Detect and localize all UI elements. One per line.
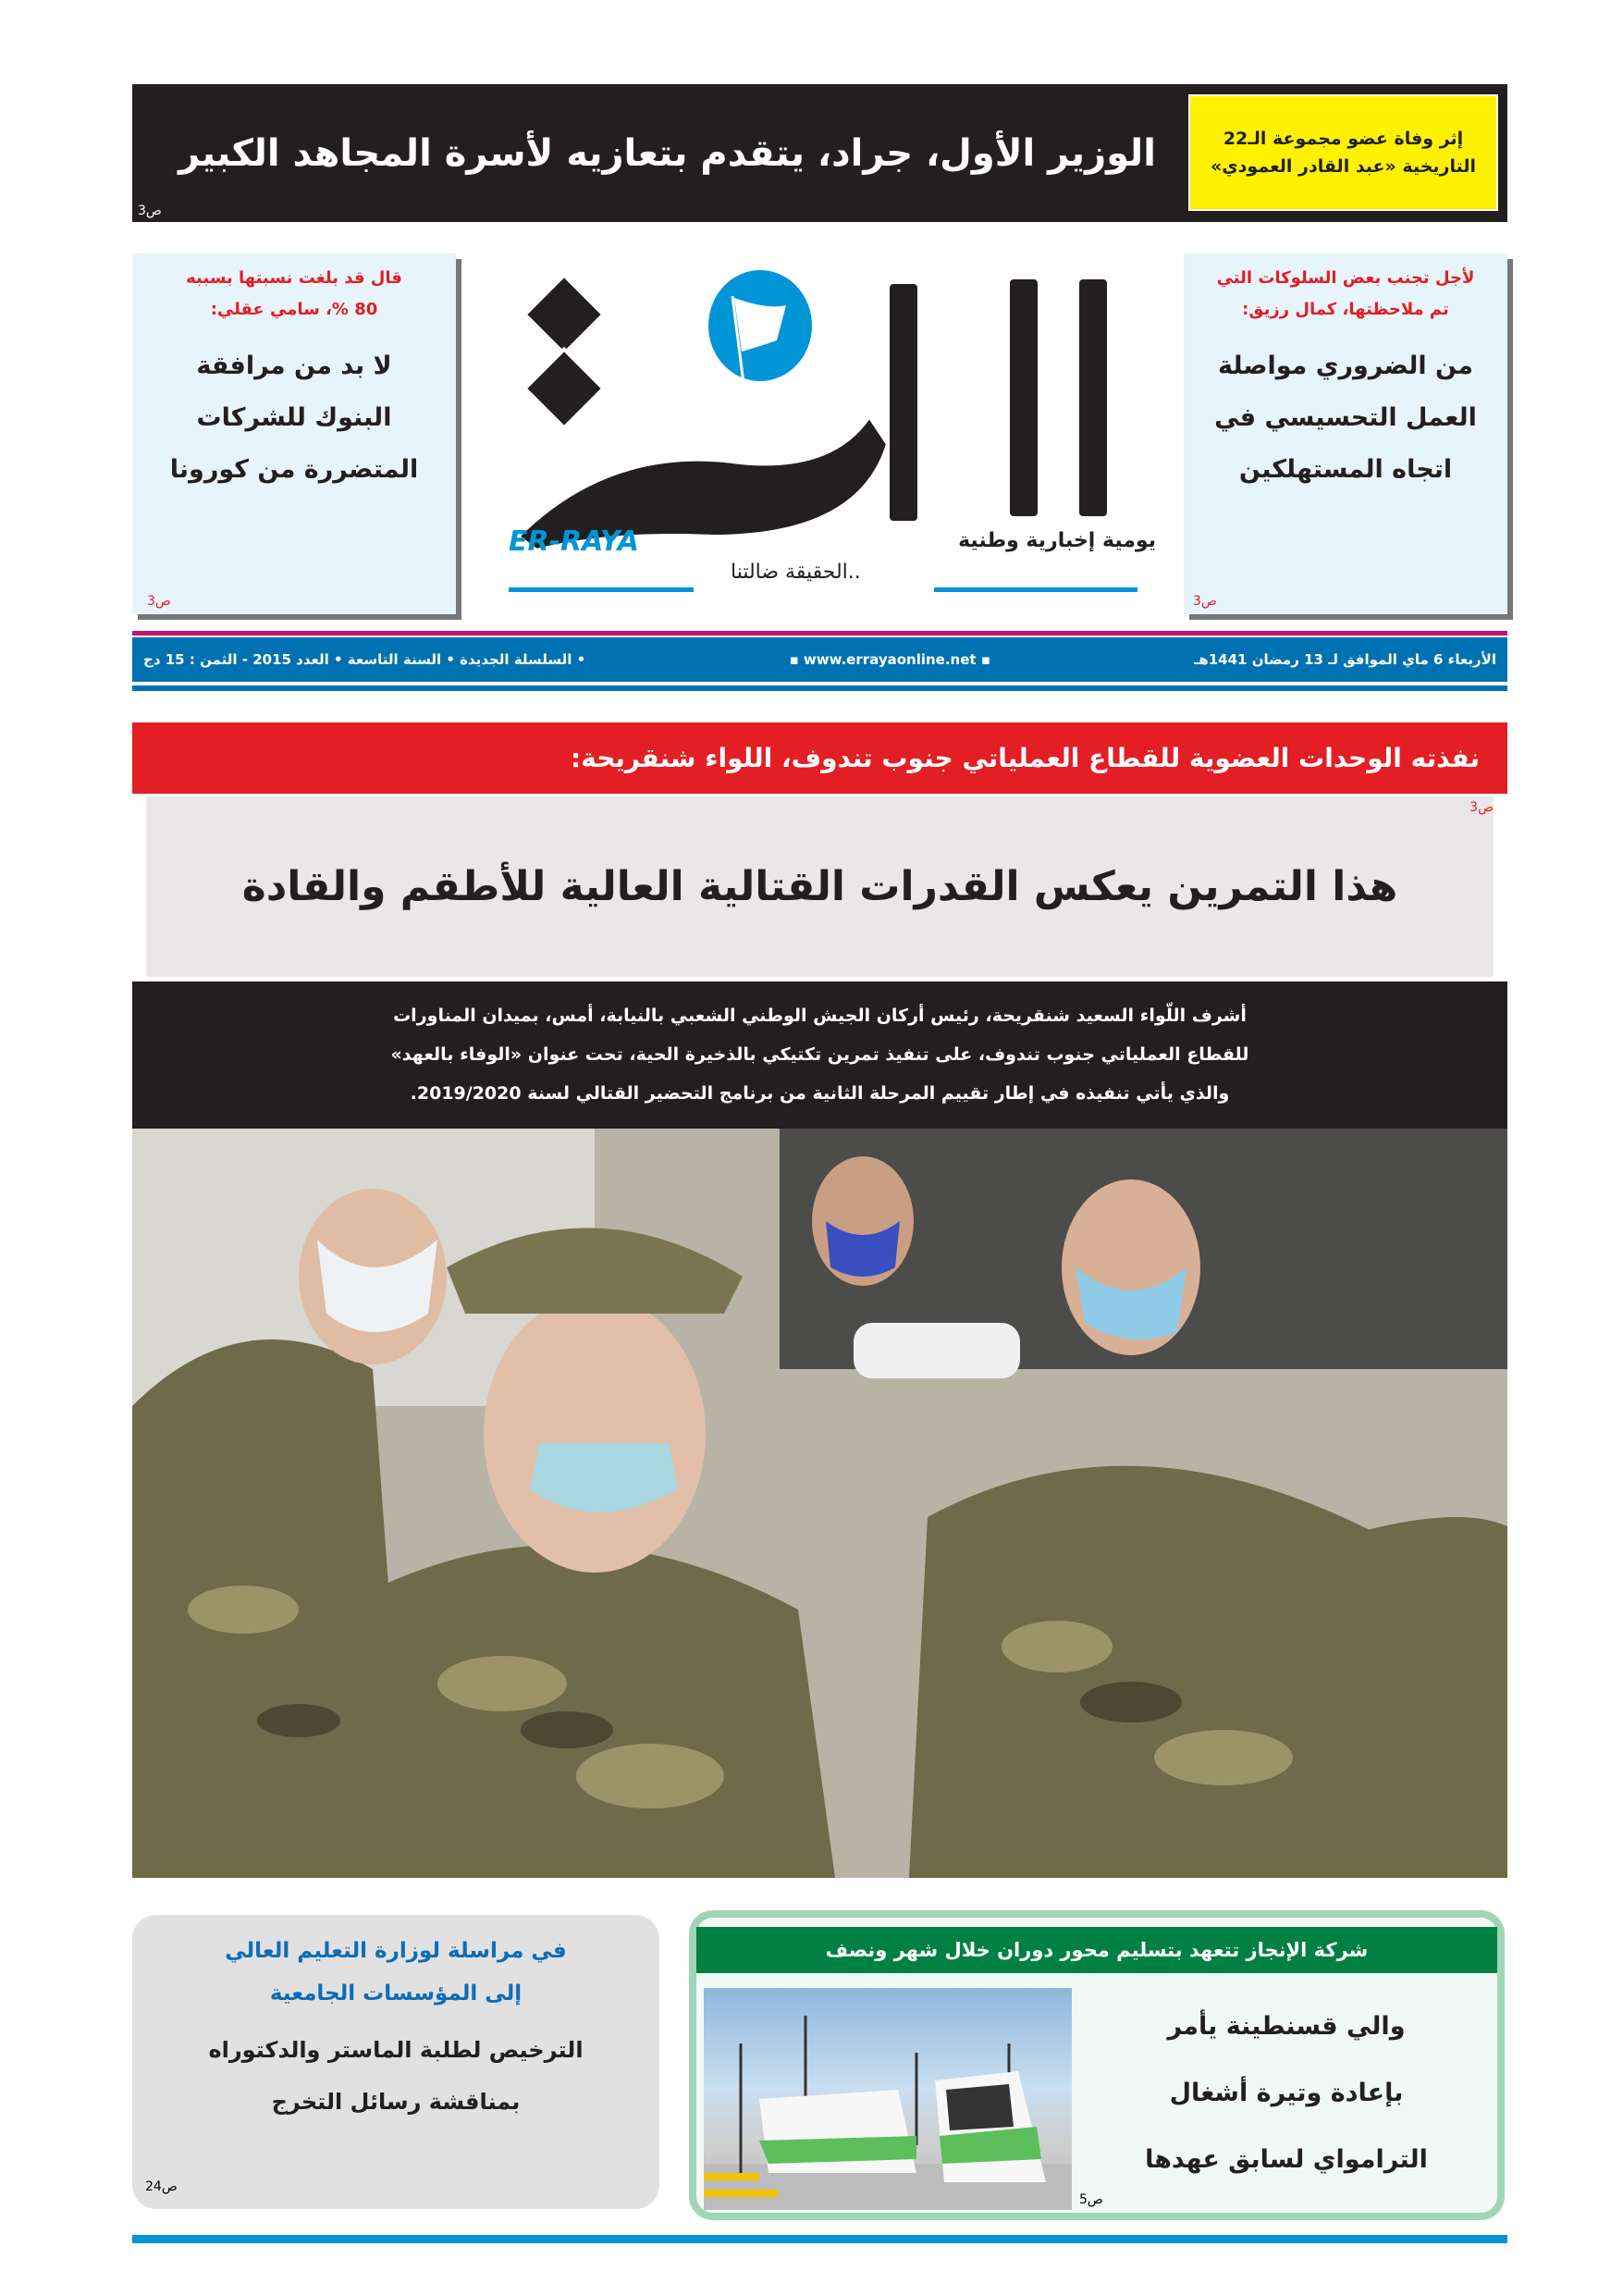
- kicker: إلى المؤسسات الجامعية: [269, 1981, 523, 2006]
- teaser-line: التاريخية «عبد القادر العمودي»: [1210, 156, 1476, 177]
- lead-headline-band: [146, 796, 1494, 977]
- headline: العمل التحسيسي في: [1214, 403, 1477, 432]
- kicker: لأجل تجنب بعض السلوكات التي: [1216, 268, 1475, 288]
- soldiers-photo: [132, 1129, 1507, 1878]
- divider: [132, 631, 1507, 636]
- summary-line: أشرف اللّواء السعيد شنقريحة، رئيس أركان الجيش الوطني الشعبي بالنيابة، أمس، بميدان المناورات: [393, 1006, 1247, 1026]
- date-bar: [132, 637, 1507, 682]
- kicker: في مراسلة لوزارة التعليم العالي: [225, 1939, 567, 1963]
- issue-date: الأربعاء 6 ماي الموافق لـ 13 رمضان 1441هـ: [1194, 651, 1496, 668]
- headline: الترامواي لسابق عهدها: [1145, 2145, 1428, 2174]
- lead-kicker: نفذته الوحدات العضوية للقطاع العملياتي جنوب تندوف، اللواء شنقريحة:: [132, 722, 1507, 794]
- divider: [132, 2235, 1507, 2243]
- headline: الترخيص لطلبة الماستر والدكتوراه: [208, 2037, 584, 2063]
- headline: من الضروري مواصلة: [1217, 352, 1474, 380]
- headline: اتجاه المستهلكين: [1238, 455, 1453, 484]
- lead-summary: [132, 981, 1507, 1129]
- kicker: تم ملاحظتها، كمال رزيق:: [1242, 300, 1449, 319]
- kicker: 80 %، سامي عقلي:: [210, 300, 378, 319]
- kicker: قال قد بلغت نسبتها بسببه: [186, 268, 402, 288]
- page-ref: ص3: [138, 204, 162, 218]
- latin-name: ER-RAYA: [509, 525, 639, 558]
- teaser-line: إثر وفاة عضو مجموعة الـ22: [1223, 129, 1464, 149]
- page-ref: ص3: [147, 594, 171, 609]
- headline: والي قسنطينة يأمر: [1167, 2012, 1406, 2041]
- bottom-story-right: [689, 1910, 1505, 2220]
- side-story-right: [1184, 253, 1507, 614]
- tram-photo: [704, 1988, 1072, 2210]
- headline: بمناقشة رسائل التخرج: [271, 2089, 521, 2115]
- subtitle: يومية إخبارية وطنية: [958, 529, 1156, 552]
- yellow-teaser: [1188, 94, 1498, 211]
- divider: [132, 685, 1507, 691]
- side-story-left: [132, 253, 456, 614]
- top-headline: الوزير الأول، جراد، يتقدم بتعازيه لأسرة المجاهد الكبير: [178, 131, 1156, 175]
- issue-info: • السلسلة الجديدة • السنة التاسعة • العدد 2015 - الثمن : 15 دج: [143, 651, 586, 668]
- motto: ..الحقيقة ضالتنا: [731, 561, 861, 584]
- masthead-logo: [499, 259, 1165, 592]
- bottom-story-left: [132, 1915, 659, 2209]
- headline: البنوك للشركات: [196, 403, 392, 432]
- kicker: شركة الإنجاز تتعهد بتسليم محور دوران خلال شهر ونصف: [696, 1927, 1497, 1973]
- summary-line: والذي يأتي تنفيذه في إطار تقييم المرحلة الثانية من برنامج التحضير القتالي لسنة 2019/2020.: [410, 1083, 1230, 1104]
- summary-line: للقطاع العملياتي جنوب تندوف، على تنفيذ تمرين تكتيكي بالذخيرة الحية، تحت عنوان «الوفاء بالعهد»: [390, 1044, 1249, 1065]
- lead-photo: [132, 1129, 1507, 1878]
- page-ref: ص3: [1469, 800, 1494, 815]
- website-link[interactable]: ▪ www.errayaonline.net ▪: [789, 651, 990, 668]
- headline: المتضررة من كورونا: [169, 455, 419, 484]
- page-ref: ص5: [1079, 2192, 1103, 2207]
- lead-headline: هذا التمرين يعكس القدرات القتالية العالية للأطقم والقادة: [241, 862, 1398, 910]
- page-ref: ص3: [1193, 594, 1217, 609]
- headline: لا بد من مرافقة: [196, 352, 392, 380]
- page-ref: ص24: [145, 2179, 178, 2194]
- headline: بإعادة وتيرة أشغال: [1169, 2079, 1404, 2107]
